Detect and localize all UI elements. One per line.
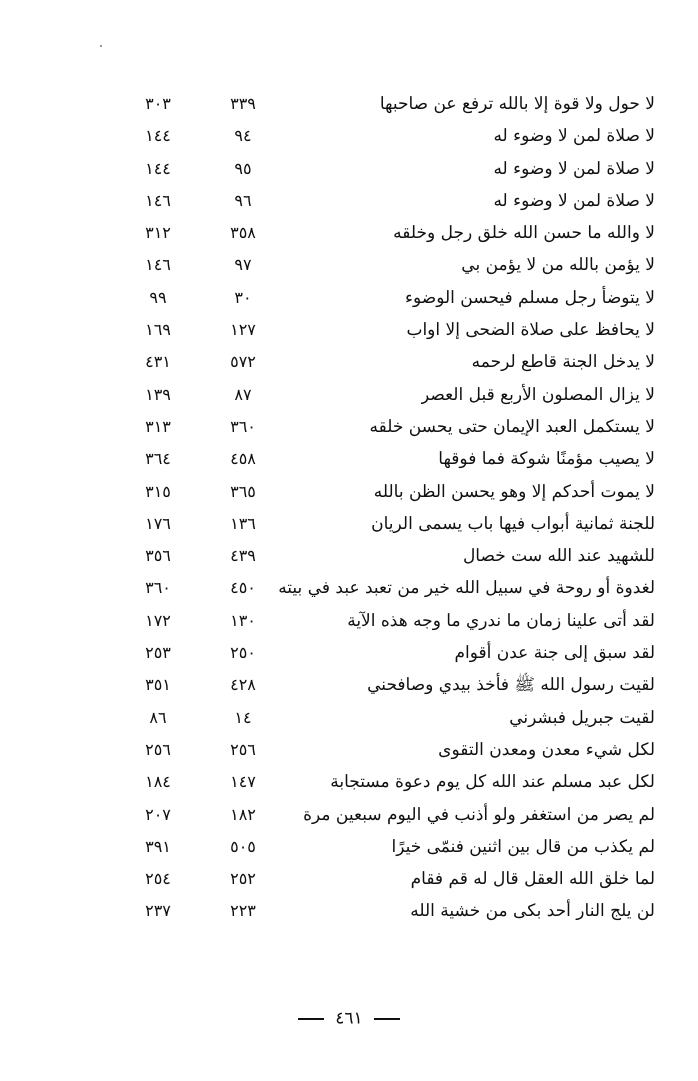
page-reference: ٢٥٤ — [145, 869, 171, 889]
page-reference: ٣٠٣ — [145, 94, 171, 113]
hadith-number: ٩٦ — [234, 190, 252, 210]
index-row — [0, 88, 698, 120]
hadith-number: ٥٠٥ — [230, 836, 256, 856]
hadith-number: ٣٣٩ — [230, 94, 256, 113]
index-row — [0, 669, 698, 701]
hadith-text: لقد أتى علينا زمان ما ندري ما وجه هذه الآية — [347, 610, 655, 631]
page-reference: ٣١٢ — [145, 223, 171, 243]
speck-mark — [100, 45, 102, 47]
hadith-number: ٤٥٨ — [230, 449, 256, 469]
page-reference: ٣٩١ — [145, 836, 171, 856]
page-reference: ٢٥٦ — [145, 739, 171, 759]
index-row — [0, 831, 698, 863]
index-row — [0, 702, 698, 734]
page-reference: ٣١٥ — [145, 481, 171, 501]
hadith-text: لا يحافظ على صلاة الضحى إلا اواب — [406, 320, 655, 341]
page-reference: ٤٣١ — [145, 352, 171, 372]
hadith-number: ١٣٠ — [230, 610, 256, 630]
page-reference: ١٤٦ — [145, 190, 171, 210]
hadith-text: لكل عبد مسلم عند الله كل يوم دعوة مستجابة — [330, 772, 655, 793]
page-reference: ٣٦٤ — [145, 449, 171, 469]
hadith-number: ١٤ — [234, 707, 252, 727]
page-reference: ٢٥٣ — [145, 643, 171, 663]
hadith-number: ٩٧ — [234, 255, 252, 275]
index-row — [0, 411, 698, 443]
hadith-text: لا يزال المصلون الأربع قبل العصر — [420, 384, 655, 405]
hadith-number: ٩٥ — [234, 158, 252, 178]
hadith-text: لا صلاة لمن لا وضوء له — [493, 190, 655, 211]
hadith-number: ٥٧٢ — [230, 352, 256, 372]
hadith-number: ٢٥٠ — [230, 643, 256, 663]
index-row — [0, 153, 698, 185]
hadith-text: لا يموت أحدكم إلا وهو يحسن الظن بالله — [373, 481, 655, 502]
hadith-text: لقيت رسول الله ﷺ فأخذ بيدي وصافحني — [367, 675, 655, 696]
page-reference: ٩٩ — [149, 287, 167, 307]
index-row — [0, 120, 698, 152]
index-list — [0, 88, 698, 928]
hadith-number: ٣٥٨ — [230, 223, 256, 243]
hadith-number: ٤٥٠ — [230, 578, 256, 598]
page-reference: ١٣٩ — [145, 384, 171, 404]
hadith-number: ١٣٦ — [230, 513, 256, 533]
hadith-number: ١٤٧ — [230, 772, 256, 792]
page-reference: ٨٦ — [149, 707, 167, 727]
hadith-text: للشهيد عند الله ست خصال — [462, 546, 655, 567]
index-row — [0, 379, 698, 411]
hadith-number: ٢٥٢ — [230, 869, 256, 889]
index-row — [0, 443, 698, 475]
page-reference: ١٤٤ — [145, 126, 171, 146]
index-row — [0, 799, 698, 831]
hadith-text: لا صلاة لمن لا وضوء له — [493, 126, 655, 147]
index-row — [0, 637, 698, 669]
hadith-number: ٣٦٥ — [230, 481, 256, 501]
page-reference: ٢٣٧ — [145, 901, 171, 921]
hadith-text: لكل شيء معدن ومعدن التقوى — [438, 739, 655, 760]
hadith-text: للجنة ثمانية أبواب فيها باب يسمى الريان — [371, 513, 655, 534]
page-reference: ٣٦٠ — [145, 578, 171, 598]
index-row — [0, 346, 698, 378]
page-reference: ١٦٩ — [145, 320, 171, 340]
index-row — [0, 476, 698, 508]
index-row — [0, 572, 698, 604]
page-reference: ٣٥٦ — [145, 546, 171, 566]
page-reference: ١٨٤ — [145, 772, 171, 792]
page-reference: ٢٠٧ — [145, 804, 171, 824]
hadith-number: ٢٥٦ — [230, 739, 256, 759]
hadith-number: ٨٧ — [234, 384, 252, 404]
page-reference: ٣٥١ — [145, 675, 171, 695]
page-footer — [0, 1008, 698, 1029]
hadith-number: ١٢٧ — [230, 320, 256, 340]
page-reference: ٣١٣ — [145, 416, 171, 436]
index-row — [0, 185, 698, 217]
page-reference: ١٧٢ — [145, 610, 171, 630]
hadith-number: ١٨٢ — [230, 804, 256, 824]
index-row — [0, 508, 698, 540]
hadith-text: لا صلاة لمن لا وضوء له — [493, 158, 655, 179]
footer-dash-left — [298, 1018, 324, 1020]
page-number: ٤٦١ — [335, 1008, 363, 1029]
page-reference: ١٤٤ — [145, 158, 171, 178]
index-row — [0, 605, 698, 637]
hadith-number: ٣٦٠ — [230, 416, 256, 436]
page-reference: ١٤٦ — [145, 255, 171, 275]
hadith-number: ٣٠ — [234, 287, 252, 307]
hadith-text: لا والله ما حسن الله خلق رجل وخلقه — [393, 223, 655, 244]
footer-dash-right — [374, 1018, 400, 1020]
index-row — [0, 217, 698, 249]
index-row — [0, 734, 698, 766]
page-reference: ١٧٦ — [145, 513, 171, 533]
hadith-text: لا يستكمل العبد الإيمان حتى يحسن خلقه — [369, 416, 655, 437]
index-row — [0, 314, 698, 346]
hadith-number: ٤٣٩ — [230, 546, 256, 566]
hadith-text: لا حول ولا قوة إلا بالله ترفع عن صاحبها — [379, 94, 655, 114]
index-row — [0, 249, 698, 281]
hadith-text: لقد سبق إلى جنة عدن أقوام — [454, 643, 655, 664]
hadith-text: لم يكذب من قال بين اثنين فنمّى خيرًا — [391, 836, 655, 857]
hadith-text: لن يلج النار أحد بكى من خشية الله — [410, 901, 655, 922]
hadith-text: لم يصر من استغفر ولو أذنب في اليوم سبعين مرة — [303, 804, 655, 825]
index-row — [0, 863, 698, 895]
hadith-text: لقيت جبريل فبشرني — [509, 707, 655, 728]
index-row — [0, 766, 698, 798]
hadith-text: لما خلق الله العقل قال له قم فقام — [410, 869, 655, 890]
hadith-text: لغدوة أو روحة في سبيل الله خير من تعبد عبد في بيته — [278, 578, 655, 599]
hadith-text: لا يصيب مؤمنًا شوكة فما فوقها — [438, 449, 655, 470]
hadith-number: ٩٤ — [234, 126, 252, 146]
hadith-number: ٢٢٣ — [230, 901, 256, 921]
index-row — [0, 540, 698, 572]
index-row — [0, 895, 698, 927]
hadith-text: لا يدخل الجنة قاطع لرحمه — [471, 352, 655, 373]
hadith-text: لا يتوضأ رجل مسلم فيحسن الوضوء — [404, 287, 655, 308]
index-row — [0, 282, 698, 314]
hadith-number: ٤٢٨ — [230, 675, 256, 695]
hadith-text: لا يؤمن بالله من لا يؤمن بي — [461, 255, 655, 276]
